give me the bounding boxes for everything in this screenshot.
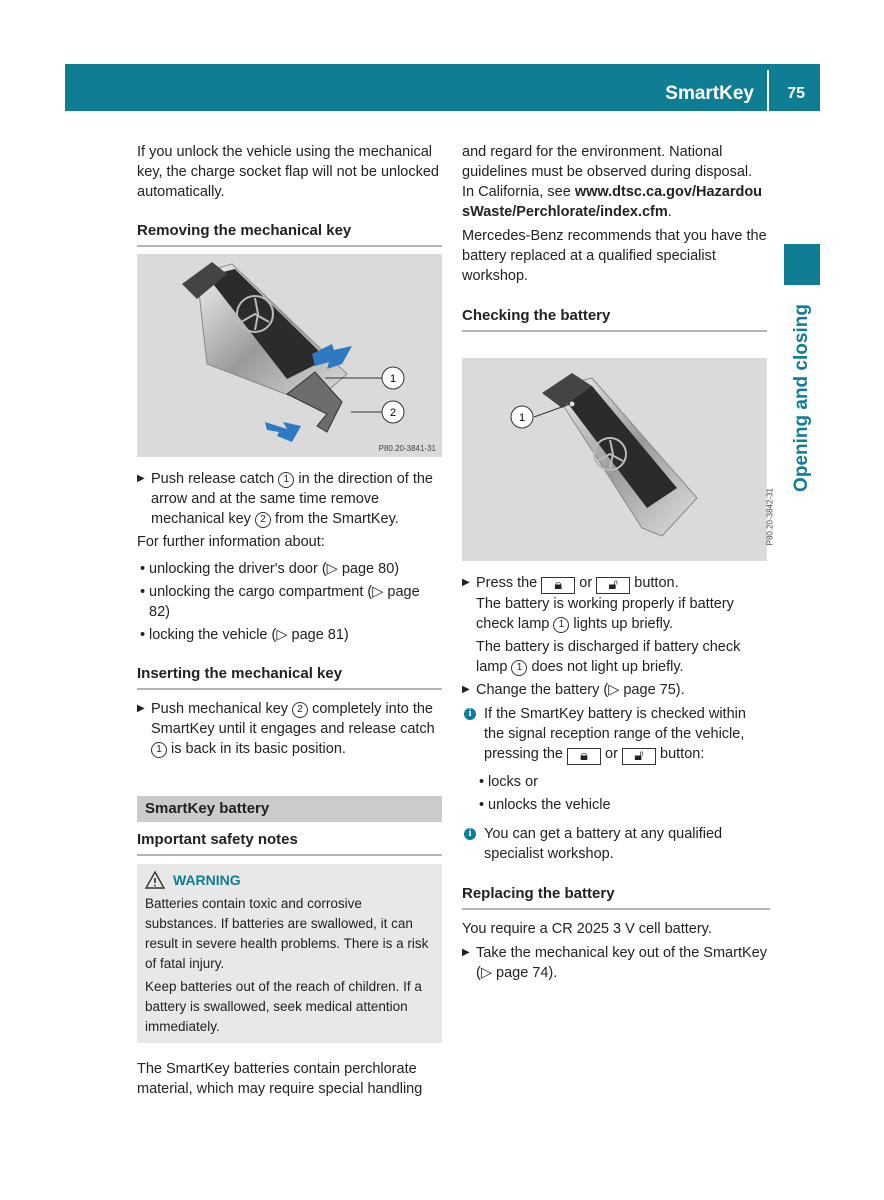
step-arrow-icon: ▶ [137, 473, 145, 484]
info-signal-range: i If the SmartKey battery is checked within the signal reception range of the vehicle, pressing the 🔒︎ or 🔓︎ button: [462, 704, 770, 765]
further-info: For further information about: [137, 534, 325, 550]
step-arrow-icon: ▶ [462, 947, 470, 958]
removing-heading: Removing the mechanical key [137, 221, 442, 247]
figure-removing-key [137, 254, 442, 457]
step-arrow-icon: ▶ [137, 703, 145, 714]
warning-box [137, 864, 442, 1043]
recommend-text: Mercedes-Benz recommends that you have the battery replaced at a qualified specialist workshop. [462, 228, 767, 284]
step-insert-key: ▶ Push mechanical key 2 completely into the SmartKey until it engages and release catch 1 is back in its basic position. [137, 701, 435, 757]
step-take-key-out: ▶ Take the mechanical key out of the SmartKey (▷ page 74). [462, 945, 767, 981]
callout-1: 1 [389, 373, 397, 385]
link-cargo[interactable]: • unlocking the cargo compartment (▷ page 82) [140, 584, 420, 620]
header-divider [767, 70, 769, 111]
left-column-lower [137, 469, 442, 759]
battery-section [137, 796, 442, 1099]
link-locking[interactable]: • locking the vehicle (▷ page 81) [140, 627, 349, 643]
lock-icon: 🔒︎ [567, 748, 601, 765]
info-battery-workshop: i You can get a battery at any qualified specialist workshop. [462, 824, 770, 864]
safety-heading: Important safety notes [137, 830, 442, 856]
warning-text-2: Keep batteries out of the reach of children. If a battery is swallowed, seek medical attention immediately. [145, 979, 422, 1034]
smartkey-battery-bar: SmartKey battery [137, 796, 442, 822]
side-tab-label: Opening and closing [791, 304, 812, 492]
right-column-lower [462, 573, 770, 983]
page-number: 75 [787, 85, 805, 102]
warning-text-1: Batteries contain toxic and corrosive substances. If batteries are swallowed, it can result in severe health problems. There is a risk of fatal injury. [145, 896, 429, 971]
step-press-button: ▶ Press the 🔒︎ or 🔓︎ button. The battery is working properly if battery check lamp 1 lights up briefly. The battery is discharged if battery check lamp 1 does not light up briefly. [462, 575, 741, 675]
unlock-icon: 🔓︎ [596, 577, 630, 594]
lock-icon: 🔒︎ [541, 577, 575, 594]
side-tab-marker [784, 244, 820, 285]
step-remove-key: ▶ Push release catch 1 in the direction of the arrow and at the same time remove mechanical key 2 from the SmartKey. [137, 471, 434, 527]
smartkey-removal-illustration [137, 254, 442, 457]
warning-triangle-icon [145, 871, 165, 889]
section-title: SmartKey [665, 83, 754, 104]
perchlorate-text: The SmartKey batteries contain perchlorate material, which may require special handling [137, 1061, 423, 1097]
link-driver-door[interactable]: • unlocking the driver's door (▷ page 80) [140, 561, 400, 577]
info-icon: i [464, 828, 476, 840]
inserting-heading: Inserting the mechanical key [137, 664, 442, 690]
disposal-text: and regard for the environment. National guidelines must be observed during disposal. In California, see www.dtsc.ca.gov/HazardousWaste/Perchlorate/index.cfm. [462, 144, 763, 220]
intro-text: If you unlock the vehicle using the mechanical key, the charge socket flap will not be unlocked automatically. [137, 144, 439, 200]
replacing-heading: Replacing the battery [462, 884, 770, 910]
battery-type-text: You require a CR 2025 3 V cell battery. [462, 921, 712, 937]
checking-heading: Checking the battery [462, 306, 767, 332]
figure-code: P80.20-3841-31 [378, 444, 436, 453]
callout-lamp-1: 1 [518, 412, 526, 424]
step-arrow-icon: ▶ [462, 577, 470, 588]
smartkey-check-illustration [462, 358, 767, 561]
unlock-icon: 🔓︎ [622, 748, 656, 765]
figure-code-2: P80.20-3842-31 [765, 488, 774, 546]
dtsc-link[interactable]: www.dtsc.ca.gov/HazardousWaste/Perchlorate/index.cfm [462, 184, 763, 220]
page-header [65, 64, 820, 111]
sub-locks: • locks or [479, 774, 538, 790]
sub-unlocks: • unlocks the vehicle [479, 797, 611, 813]
step-change-battery: ▶ Change the battery (▷ page 75). [462, 682, 685, 698]
callout-2: 2 [389, 407, 397, 419]
left-column [137, 142, 442, 247]
figure-checking-battery [462, 358, 774, 561]
step-arrow-icon: ▶ [462, 684, 470, 695]
right-column [462, 142, 767, 332]
warning-title: WARNING [173, 872, 241, 888]
info-icon: i [464, 708, 476, 720]
